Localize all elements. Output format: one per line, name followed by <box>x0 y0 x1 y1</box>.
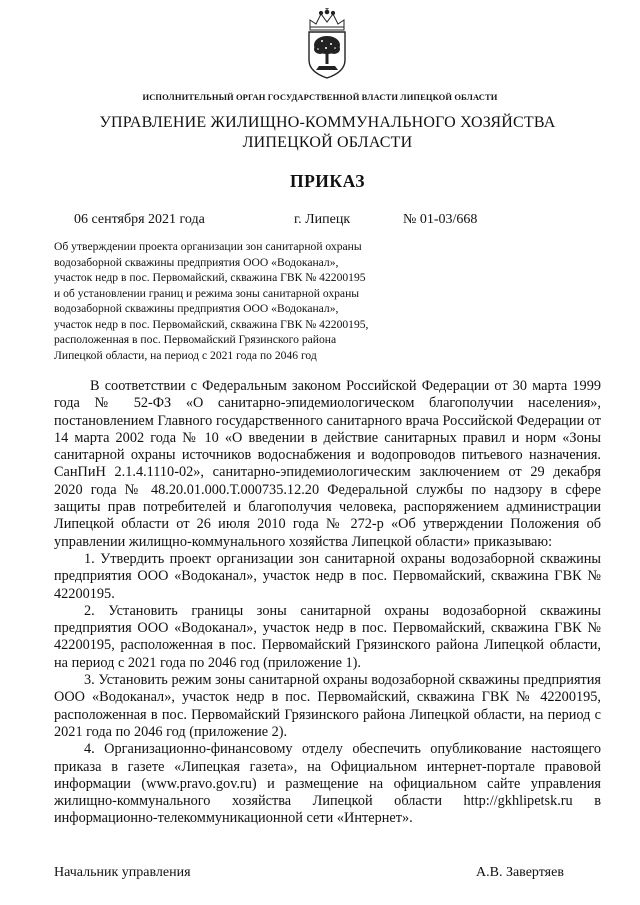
subject-line: водозаборной скважины предприятия ООО «Водоканал», <box>54 302 339 315</box>
department-name <box>0 113 640 153</box>
subject-line: расположенная в пос. Первомайский Грязинского района <box>54 333 337 346</box>
subject-line: Об утверждении проекта организации зон санитарной охраны <box>54 240 362 253</box>
order-number: № 01-03/668 <box>403 212 478 227</box>
signer-position: Начальник управления <box>54 865 191 880</box>
signer-name: А.В. Завертяев <box>476 865 564 880</box>
subject-line: водозаборной скважины предприятия ООО «Водоканал», <box>54 255 339 269</box>
order-item-3: 3. Установить режим зоны санитарной охраны водозаборной скважины предприятия ООО «Водоканал», участок недр в пос. Первомайский, скважина ГВК № 42200195, расположенная в пос. Первомайский Грязинского района Липецкой области, на период с 2021 года по 2046 год (приложение 2). <box>54 672 601 740</box>
coat-of-arms-icon <box>302 8 352 80</box>
preamble-paragraph: В соответствии с Федеральным законом Российской Федерации от 30 марта 1999 года № 52-ФЗ «О санитарно-эпидемиологическом благополучии населения», постановлением Главного государственного санитарного врача Российской Федерации от 14 марта 2002 года № 10 «О введении в действие санитарных правил и норм «Зоны санитарной охраны источников водоснабжения и водопроводов питьевого назначения. СанПиН 2.1.4.1110-02», санитарно-эпидемиологическим заключением от 29 декабря 2020 года № 48.20.01.000.Т.000735.12.20 Федеральной службы по надзору в сфере защиты прав потребителей и благополучия человека, распоряжением администрации Липецкой области от 26 июля 2010 года № 272-р «Об утверждении Положения об управлении жилищно-коммунального хозяйства Липецкой области» приказываю: <box>54 378 601 550</box>
authority-line: ИСПОЛНИТЕЛЬНЫЙ ОРГАН ГОСУДАРСТВЕННОЙ ВЛАСТИ ЛИПЕЦКОЙ ОБЛАСТИ <box>142 92 498 102</box>
order-item-2: 2. Установить границы зоны санитарной охраны водозаборной скважины предприятия ООО «Водоканал», участок недр в пос. Первомайский, скважина ГВК № 42200195, расположенная в пос. Первомайский Грязинского района Липецкой области, на период с 2021 года по 2046 год (приложение 1). <box>54 602 601 671</box>
department-line-2: ЛИПЕЦКОЙ ОБЛАСТИ <box>242 134 413 151</box>
order-date: 06 сентября 2021 года <box>74 212 205 227</box>
order-body <box>54 378 601 828</box>
subject-line: и об установлении границ и режима зоны санитарной охраны <box>54 286 360 300</box>
order-item-1: 1. Утвердить проект организации зон санитарной охраны водозаборной скважины предприятия ООО «Водоканал», участок недр в пос. Первомайский, скважина ГВК № 42200195. <box>54 550 601 602</box>
order-subject <box>54 239 409 363</box>
order-item-4: 4. Организационно-финансовому отделу обеспечить опубликование настоящего приказа в газете «Липецкая газета», на Официальном интернет-портале правовой информации (www.pravo.gov.ru) и размещение на официальном сайте управления жилищно-коммунального хозяйства Липецкой области http://gkhlipetsk.ru в информационно-телекоммуникационной сети «Интернет». <box>54 741 601 827</box>
order-city: г. Липецк <box>294 212 351 227</box>
doc-type-title: ПРИКАЗ <box>289 171 366 191</box>
department-line-1: УПРАВЛЕНИЕ ЖИЛИЩНО-КОММУНАЛЬНОГО ХОЗЯЙСТВА <box>99 114 556 131</box>
subject-line: участок недр в пос. Первомайский, скважина ГВК № 42200195 <box>54 271 366 284</box>
subject-line: участок недр в пос. Первомайский, скважина ГВК № 42200195, <box>54 317 369 331</box>
subject-line: Липецкой области, на период с 2021 года по 2046 год <box>54 348 317 362</box>
